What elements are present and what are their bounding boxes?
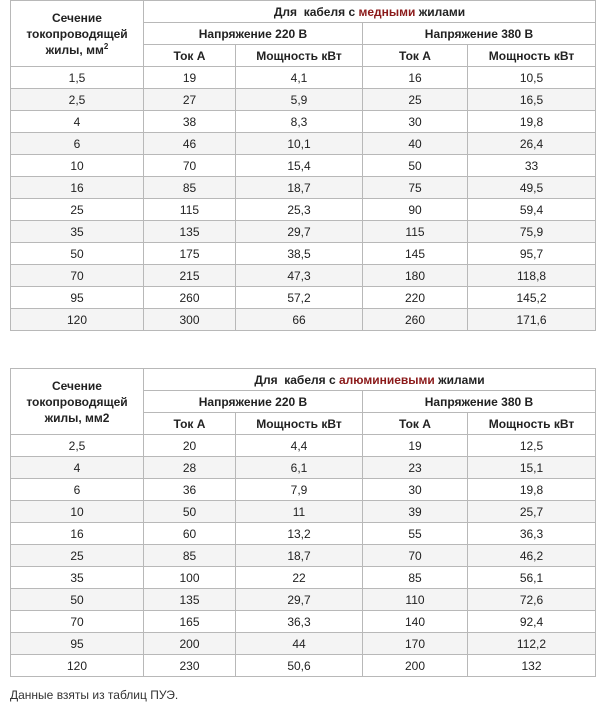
cell-section: 35 [11,221,144,243]
power-380-header: Мощность кВт [468,45,596,67]
cell-section: 120 [11,655,144,677]
cell-power-220: 7,9 [236,479,363,501]
cell-section: 6 [11,479,144,501]
cell-section: 70 [11,611,144,633]
cell-power-220: 8,3 [236,111,363,133]
cell-current-380: 55 [363,523,468,545]
cell-section: 16 [11,177,144,199]
cell-section: 16 [11,523,144,545]
cell-section: 6 [11,133,144,155]
cell-power-380: 19,8 [468,111,596,133]
voltage-380-header: Напряжение 380 В [363,391,596,413]
cell-current-380: 115 [363,221,468,243]
cell-current-380: 30 [363,111,468,133]
cell-current-380: 70 [363,545,468,567]
cell-current-380: 110 [363,589,468,611]
table-row [11,89,596,111]
cell-current-220: 46 [144,133,236,155]
cell-section: 70 [11,265,144,287]
table-row [11,67,596,89]
table-title-suffix: жилами [434,372,485,387]
cell-current-380: 23 [363,457,468,479]
current-220-header: Ток А [144,413,236,435]
cell-power-380: 145,2 [468,287,596,309]
cell-current-220: 28 [144,457,236,479]
cell-current-220: 115 [144,199,236,221]
source-note: Данные взяты из таблиц ПУЭ. [10,688,179,702]
cell-section: 4 [11,111,144,133]
table-title-suffix: жилами [415,4,466,19]
cell-power-380: 12,5 [468,435,596,457]
cell-current-380: 30 [363,479,468,501]
cell-current-380: 145 [363,243,468,265]
cell-section: 95 [11,287,144,309]
table-row [11,501,596,523]
cell-current-220: 230 [144,655,236,677]
table-row [11,589,596,611]
cell-section: 2,5 [11,89,144,111]
cell-current-380: 170 [363,633,468,655]
cell-current-380: 200 [363,655,468,677]
cell-section: 4 [11,457,144,479]
cell-power-220: 4,4 [236,435,363,457]
table-row [11,111,596,133]
table-row [11,655,596,677]
table-row [11,633,596,655]
cell-current-220: 85 [144,545,236,567]
cell-current-220: 50 [144,501,236,523]
cell-power-380: 10,5 [468,67,596,89]
cell-section: 10 [11,155,144,177]
table-title [144,1,596,23]
cell-power-220: 38,5 [236,243,363,265]
cell-power-380: 171,6 [468,309,596,331]
cell-power-380: 26,4 [468,133,596,155]
section-header-line-1: Сечение [52,10,102,25]
cell-current-380: 19 [363,435,468,457]
cell-power-380: 56,1 [468,567,596,589]
section-header-sup: 2 [103,41,109,51]
table-title-metal: алюминиевыми [338,372,435,387]
section-header-line-1: Сечение [52,378,102,393]
table-row [11,177,596,199]
table-row [11,155,596,177]
cell-power-380: 49,5 [468,177,596,199]
cell-section: 25 [11,545,144,567]
cell-power-380: 19,8 [468,479,596,501]
voltage-220-header: Напряжение 220 В [144,23,363,45]
cell-power-380: 75,9 [468,221,596,243]
table-row [11,133,596,155]
section-header-line-2: токопроводящей [26,26,128,41]
section-header [11,1,144,67]
cell-power-380: 118,8 [468,265,596,287]
section-header-line-2: токопроводящей [26,394,128,409]
cell-power-220: 13,2 [236,523,363,545]
cell-current-380: 40 [363,133,468,155]
cell-current-380: 180 [363,265,468,287]
cell-power-380: 132 [468,655,596,677]
cell-power-380: 112,2 [468,633,596,655]
cell-section: 1,5 [11,67,144,89]
cell-current-220: 135 [144,221,236,243]
power-220-header: Мощность кВт [236,413,363,435]
section-header [11,369,144,435]
cell-power-380: 36,3 [468,523,596,545]
cell-current-380: 220 [363,287,468,309]
cell-current-220: 200 [144,633,236,655]
cell-power-380: 33 [468,155,596,177]
cell-power-220: 11 [236,501,363,523]
voltage-380-header: Напряжение 380 В [363,23,596,45]
cell-section: 120 [11,309,144,331]
cell-section: 2,5 [11,435,144,457]
cell-power-220: 29,7 [236,221,363,243]
cell-section: 25 [11,199,144,221]
table-title-prefix: Для кабеля с [273,4,359,19]
cell-power-220: 10,1 [236,133,363,155]
cell-power-220: 6,1 [236,457,363,479]
power-380-header: Мощность кВт [468,413,596,435]
cell-current-220: 60 [144,523,236,545]
table-row [11,221,596,243]
cell-current-220: 100 [144,567,236,589]
cell-section: 10 [11,501,144,523]
cell-current-220: 27 [144,89,236,111]
cell-power-220: 18,7 [236,545,363,567]
table-row [11,243,596,265]
cell-current-220: 70 [144,155,236,177]
section-header-line-3: жилы, мм2 [44,410,110,425]
table-title-metal: медными [358,4,416,19]
voltage-220-header: Напряжение 220 В [144,391,363,413]
cell-power-220: 36,3 [236,611,363,633]
cell-current-380: 90 [363,199,468,221]
cell-current-220: 19 [144,67,236,89]
section-header-line-3: жилы, мм [45,42,104,57]
cell-current-220: 175 [144,243,236,265]
cell-power-220: 4,1 [236,67,363,89]
cell-current-220: 260 [144,287,236,309]
cell-section: 50 [11,243,144,265]
cell-current-380: 50 [363,155,468,177]
power-220-header: Мощность кВт [236,45,363,67]
cell-power-380: 59,4 [468,199,596,221]
cell-section: 50 [11,589,144,611]
cell-section: 95 [11,633,144,655]
cell-power-380: 25,7 [468,501,596,523]
cell-current-220: 135 [144,589,236,611]
table-row [11,567,596,589]
cell-current-380: 39 [363,501,468,523]
cell-power-220: 50,6 [236,655,363,677]
cell-power-220: 57,2 [236,287,363,309]
cell-power-220: 47,3 [236,265,363,287]
cell-current-220: 300 [144,309,236,331]
cell-section: 35 [11,567,144,589]
cell-current-380: 85 [363,567,468,589]
table-row [11,199,596,221]
table-body [11,67,596,331]
table-row [11,287,596,309]
cell-power-380: 16,5 [468,89,596,111]
cell-current-380: 16 [363,67,468,89]
cell-current-220: 38 [144,111,236,133]
table-title [144,369,596,391]
cell-current-380: 140 [363,611,468,633]
cell-power-220: 18,7 [236,177,363,199]
table-row [11,611,596,633]
current-380-header: Ток А [363,45,468,67]
cell-current-220: 215 [144,265,236,287]
cell-current-220: 36 [144,479,236,501]
cell-current-220: 20 [144,435,236,457]
cell-power-220: 22 [236,567,363,589]
cell-current-380: 75 [363,177,468,199]
cell-power-220: 29,7 [236,589,363,611]
cell-current-380: 260 [363,309,468,331]
table-row [11,545,596,567]
current-220-header: Ток А [144,45,236,67]
table-row [11,265,596,287]
current-380-header: Ток А [363,413,468,435]
cell-power-380: 92,4 [468,611,596,633]
cell-power-220: 5,9 [236,89,363,111]
table-row [11,479,596,501]
table-row [11,523,596,545]
aluminum-cable-table [10,368,596,677]
cell-current-380: 25 [363,89,468,111]
cell-current-220: 85 [144,177,236,199]
cell-power-380: 95,7 [468,243,596,265]
table-body [11,435,596,677]
table-row [11,435,596,457]
table-title-prefix: Для кабеля с [254,372,339,387]
cell-power-380: 46,2 [468,545,596,567]
cell-power-380: 15,1 [468,457,596,479]
copper-cable-table [10,0,596,331]
cell-power-220: 15,4 [236,155,363,177]
cell-current-220: 165 [144,611,236,633]
table-row [11,309,596,331]
cell-power-220: 66 [236,309,363,331]
cell-power-220: 25,3 [236,199,363,221]
cell-power-220: 44 [236,633,363,655]
cell-power-380: 72,6 [468,589,596,611]
table-row [11,457,596,479]
